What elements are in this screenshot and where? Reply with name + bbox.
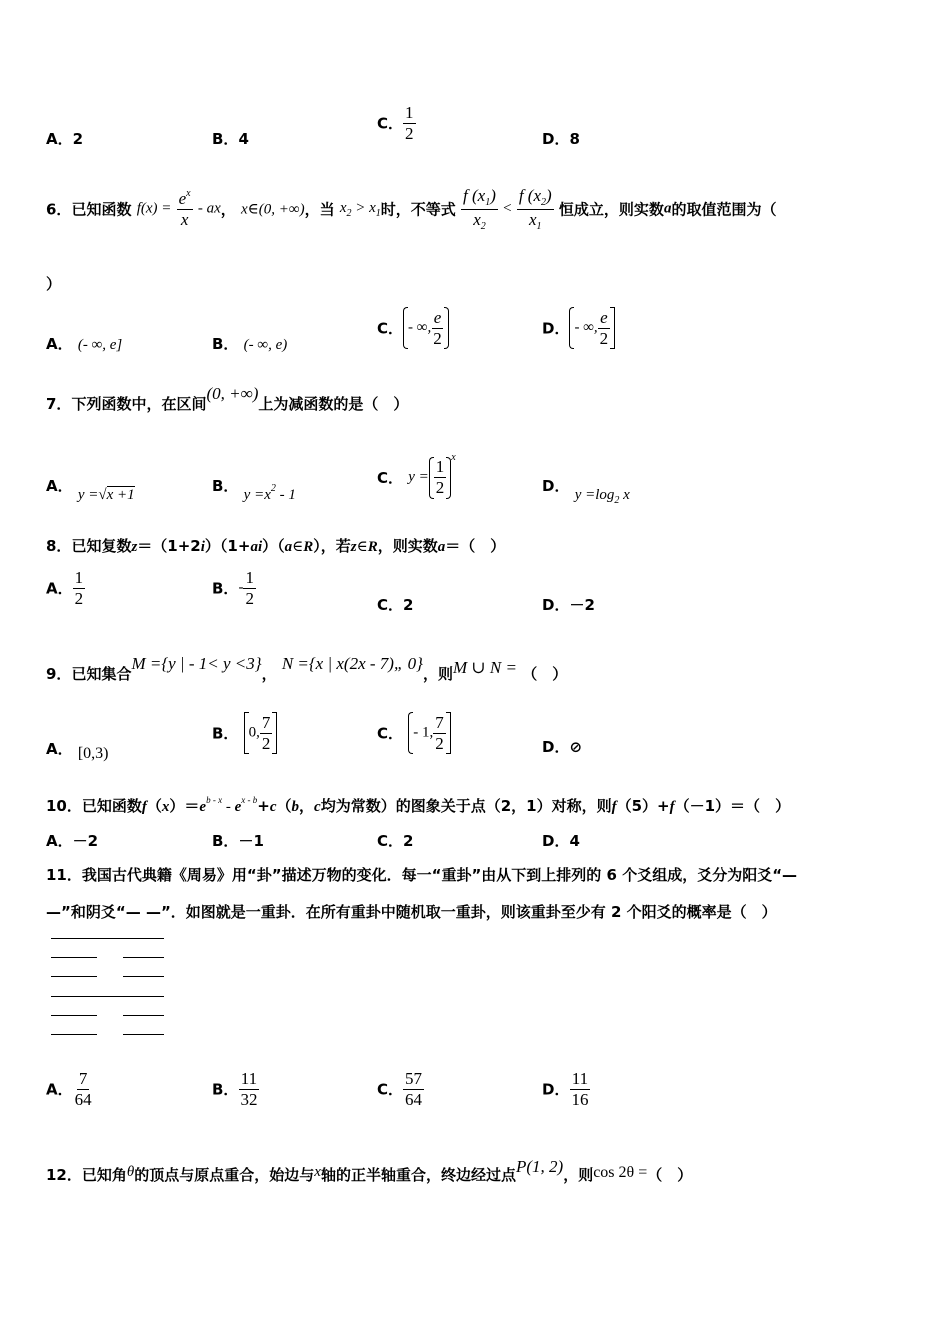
q6-option-a: A． (- ∞, e] bbox=[46, 335, 123, 353]
yin-line-left bbox=[51, 1034, 97, 1035]
q12-stem: 12．已知角θ的顶点与原点重合，始边与x轴的正半轴重合，终边经过点P(1, 2)，则cos 2θ =（ ） bbox=[46, 1157, 693, 1184]
q7-option-d: D． $y =\log_2$ x bbox=[542, 477, 630, 506]
q10-option-a: A．－2 bbox=[46, 832, 99, 850]
yang-line bbox=[51, 938, 164, 939]
yang-line bbox=[51, 996, 164, 997]
q11-option-a: A． $\frac{7}{64}$ bbox=[46, 1069, 92, 1109]
q7-stem: 7．下列函数中，在区间(0, +∞)上为减函数的是（ ） bbox=[46, 384, 409, 413]
yin-line-right bbox=[123, 1015, 164, 1016]
q10-option-d: D．4 bbox=[542, 832, 580, 850]
q9-option-d: D．⊘ bbox=[542, 738, 583, 756]
yin-line-right bbox=[123, 976, 164, 977]
q6-option-b: B． (- ∞, e) bbox=[212, 335, 288, 353]
q8-stem: 8．已知复数z＝（1+2i）（1+ai）（a∈R），若z∈R，则实数a＝（ ） bbox=[46, 537, 506, 555]
q11-option-b: B． $\frac{11}{32}$ bbox=[212, 1069, 258, 1109]
q7-option-c: C． y = $\frac{1}{2}$ $^x$ bbox=[377, 452, 456, 497]
q7-option-b: B． $y =x^2 - 1$ bbox=[212, 477, 296, 503]
q7-option-a: A． y =√x +1 bbox=[46, 477, 135, 503]
q5-option-a: A．2 bbox=[46, 130, 84, 148]
q6-close: ） bbox=[46, 275, 62, 293]
q9-stem: 9．已知集合M ={y | - 1< y <3}， N ={x | x(2x - 7)„ 0}，则M ∪ N = （ ） bbox=[46, 654, 568, 683]
yin-line-right bbox=[123, 1034, 164, 1035]
q10-option-b: B．－1 bbox=[212, 832, 264, 850]
q5-option-d: D．8 bbox=[542, 130, 580, 148]
q10-stem: 10．已知函数$f(x)=e^{b - x} - e^{x - b}+c(b$，c均为常数）的图象关于点（2，1）对称，则f（5）+f（－1）＝（ ） bbox=[46, 795, 791, 815]
q6-stem: 6．已知函数 f(x) = $\frac{e^x}{x}$ - ax， x∈(0, +∞)，当 $x_2 > x_1$时，不等式 $\frac{f (x_1)}{x_2}$ < $\frac{f (x_2)}{x_1}$ 恒成立，则实数a的取值范围为（ bbox=[46, 186, 777, 232]
q9-option-b: B． 0, $\frac{7}{2}$ bbox=[212, 712, 277, 754]
q5-option-c: C． $\frac{1}{2}$ bbox=[377, 103, 414, 143]
q9-option-c: C． - 1, $\frac{7}{2}$ bbox=[377, 712, 451, 754]
yin-line-right bbox=[123, 957, 164, 958]
q8-option-b: B．- $\frac{1}{2}$ bbox=[212, 568, 254, 608]
q5-option-b: B．4 bbox=[212, 130, 249, 148]
q8-option-d: D．－2 bbox=[542, 596, 595, 614]
yin-line-left bbox=[51, 976, 97, 977]
q11-option-d: D． $\frac{11}{16}$ bbox=[542, 1069, 589, 1109]
yin-line-left bbox=[51, 957, 97, 958]
q11-stem-line2: —”和阴爻“— —”．如图就是一重卦．在所有重卦中随机取一重卦，则该重卦至少有 2 个阳爻的概率是（ ） bbox=[46, 903, 777, 921]
yin-line-left bbox=[51, 1015, 97, 1016]
q8-option-a: A． $\frac{1}{2}$ bbox=[46, 568, 84, 608]
q9-option-a: A． [0,3) bbox=[46, 740, 109, 762]
q11-stem-line1: 11．我国古代典籍《周易》用“卦”描述万物的变化．每一“重卦”由从下到上排列的 6 个爻组成，爻分为阳爻“— bbox=[46, 866, 798, 884]
q8-option-c: C．2 bbox=[377, 596, 414, 614]
q6-option-c: C． - ∞, $\frac{e}{2}$ bbox=[377, 307, 449, 349]
q11-option-c: C． $\frac{57}{64}$ bbox=[377, 1069, 423, 1109]
q6-option-d: D． - ∞, $\frac{e}{2}$ bbox=[542, 307, 615, 349]
q10-option-c: C．2 bbox=[377, 832, 414, 850]
